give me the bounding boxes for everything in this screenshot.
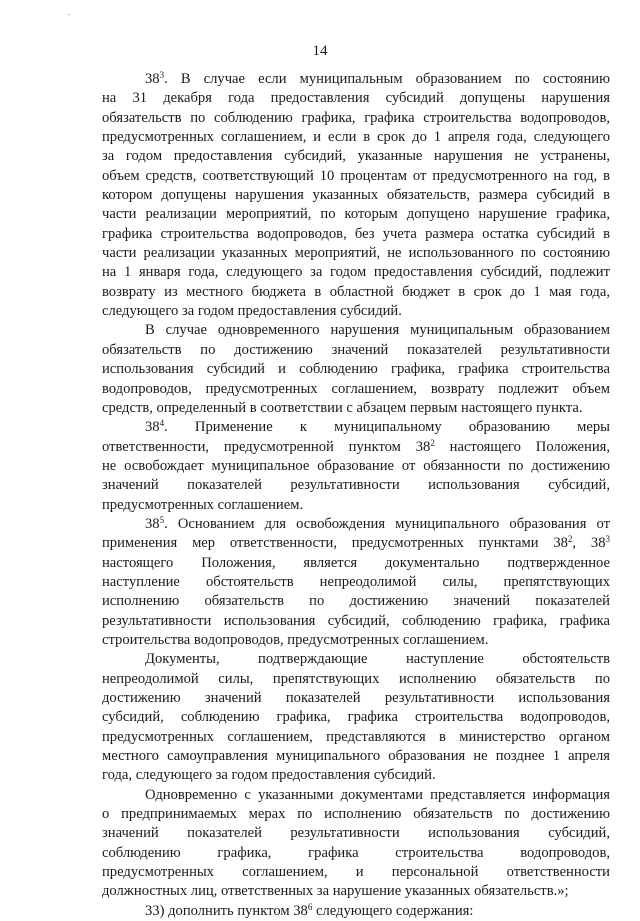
paragraph: [102, 650, 610, 785]
text-line: ответственности, предусмотренной пунктом $38^2$ настоящего Положения,: [102, 437, 610, 455]
text-line: соблюдению графика, графика строительства водопроводов,: [102, 844, 610, 861]
text-line: обязательств по достижению значений показателей результативности: [102, 341, 610, 358]
text-line: субсидий, соблюдению графика, графика строительства водопроводов,: [102, 709, 610, 726]
text-line: настоящего Положения, является документально подтвержденное: [102, 554, 610, 571]
text-line: В случае одновременного нарушения муниципальным образованием: [145, 322, 610, 339]
text-line: предусмотренных соглашением, представляются в министерство органом: [102, 728, 610, 745]
text-line: части реализации указанных мероприятий, не использованного по состоянию: [102, 245, 610, 262]
text-line: следующего за годом предоставления субсидий.: [102, 303, 402, 320]
text-line: предусмотренных соглашением, и если в срок до 1 апреля года, следующего: [102, 129, 610, 146]
text-line: предусмотренных соглашением.: [102, 496, 304, 513]
text-line: $38^5$. Основанием для освобождения муниципального образования от: [145, 514, 610, 532]
text-line: года, следующего за годом предоставления субсидий.: [102, 767, 436, 784]
text-line: за годом предоставления субсидий, указанные нарушения не устранены,: [102, 148, 610, 165]
text-line: использования субсидий и соблюдению графика, графика строительства: [102, 361, 610, 378]
text-line: на 31 декабря года предоставления субсидий допущены нарушения: [102, 90, 610, 107]
page-number: 14: [312, 43, 328, 59]
text-line: местного самоуправления муниципального образования не позднее 1 апреля: [102, 748, 610, 765]
text-line: исполнению обязательств по достижению значений показателей: [102, 593, 610, 610]
text-line: графика строительства водопроводов, без учета размера остатка субсидий в: [102, 225, 610, 242]
text-line: обязательств по соблюдению графика, графика строительства водопроводов,: [102, 109, 610, 126]
text-line: возврату из местного бюджета в областной бюджет в срок до 1 мая года,: [102, 283, 610, 300]
text-line: средств, определенный в соответствии с абзацем первым настоящего пункта.: [102, 399, 583, 416]
document-body: [102, 70, 610, 921]
text-line: водопроводов, предусмотренных соглашением, возврату подлежит объем: [102, 380, 610, 397]
text-line: наступление обстоятельств непреодолимой силы, препятствующих: [102, 573, 610, 590]
text-line: котором допущены нарушения указанных обязательств, размера субсидий в: [102, 187, 610, 204]
text-line: строительства водопроводов, предусмотренных соглашением.: [102, 631, 489, 648]
text-line: достижению значений показателей результативности использования: [102, 690, 610, 706]
text-line: должностных лиц, ответственных за нарушение указанных обязательств.»;: [102, 883, 569, 900]
text-line: объем средств, соответствующий 10 процентам от предусмотренного на год, в: [102, 167, 610, 184]
text-line: значений показателей результативности использования субсидий,: [102, 477, 610, 494]
text-line: о предпринимаемых мерах по исполнению обязательств по достижению: [102, 806, 610, 823]
text-line: на 1 января года, следующего за годом предоставления субсидий, подлежит: [102, 264, 610, 281]
text-line: непреодолимой силы, препятствующих исполнению обязательств по: [102, 670, 610, 687]
text-line: $38^3$. В случае если муниципальным образованием по состоянию: [145, 70, 610, 87]
text-line: части реализации мероприятий, по которым допущено нарушение графика,: [102, 206, 610, 223]
text-line: результативности использования субсидий, соблюдению графика, графика: [102, 612, 610, 629]
text-line: 33) дополнить пунктом $38^6$ следующего содержания:: [145, 901, 474, 919]
text-line: не освобождает муниципальное образование от обязанности по достижению: [102, 457, 610, 474]
paragraph: [102, 786, 610, 902]
paragraph: [102, 70, 610, 321]
text-line: Одновременно с указанными документами представляется информация: [145, 786, 610, 803]
text-line: предусмотренных соглашением, и персональной ответственности: [102, 864, 610, 881]
text-line: $38^4$. Применение к муниципальному образованию меры: [145, 418, 610, 436]
paragraph: [102, 515, 610, 650]
text-line: значений показателей результативности использования субсидий,: [102, 825, 610, 842]
paragraph: [102, 321, 610, 418]
scan-mark: [68, 14, 70, 15]
text-line: применения мер ответственности, предусмотренных пунктами $38^2$, $38^3$: [102, 534, 610, 552]
text-line: Документы, подтверждающие наступление обстоятельств: [145, 651, 610, 668]
paragraph: [102, 418, 610, 515]
